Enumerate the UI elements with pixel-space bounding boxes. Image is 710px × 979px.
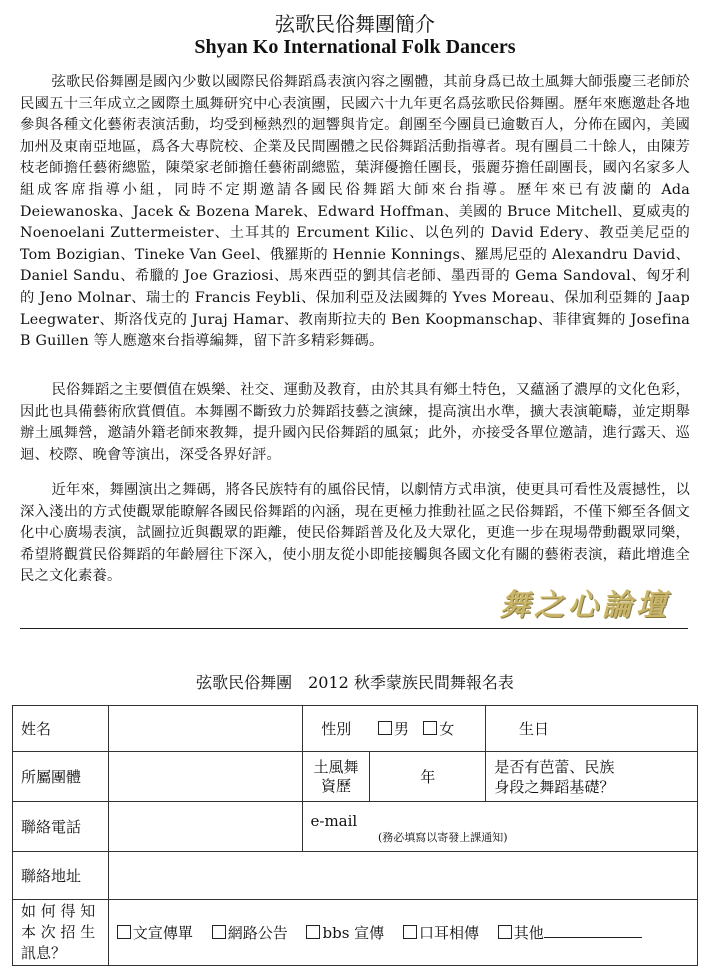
other-checkbox[interactable] bbox=[498, 925, 512, 939]
word-of-mouth-label: 口耳相傳 bbox=[418, 924, 479, 942]
bbs-checkbox[interactable] bbox=[306, 925, 320, 939]
source-option-word-of-mouth[interactable] bbox=[403, 924, 479, 942]
source-option-other[interactable] bbox=[498, 924, 642, 942]
birthday-label: 生日 bbox=[486, 706, 582, 752]
form-title: 弦歌民俗舞團 2012 秋季蒙族民間舞報名表 bbox=[196, 673, 514, 692]
intro-paragraph-3: 近年來，舞團演出之舞碼，將各民族特有的風俗民情，以劇情方式串演，使更具可看性及震撼性，以深入淺出的方式使觀眾能瞭解各國民俗舞蹈的內涵，現在更極力推動社區之民俗舞蹈，不僅下鄉至各個文化中心廣場表演，試圖拉近與觀眾的距離，使民俗舞蹈普及化及大眾化，更進一步在現場帶動觀眾同樂，希望將觀賞民俗舞蹈的年齡層往下深入，使小朋友從小即能接觸與各國文化有關的藝術表演，藉此增進全民之文化素養。 bbox=[20, 482, 690, 585]
source-option-bbs[interactable] bbox=[306, 924, 384, 942]
birthday-field[interactable] bbox=[582, 706, 698, 752]
name-label: 姓名 bbox=[13, 706, 109, 752]
email-field[interactable] bbox=[370, 802, 698, 852]
other-blank-line[interactable] bbox=[544, 936, 642, 938]
other-label: 其他 bbox=[513, 924, 544, 942]
ballet-question-line2: 身段之舞蹈基礎？ bbox=[494, 777, 615, 796]
source-option-flyer[interactable] bbox=[117, 924, 193, 942]
phone-field[interactable] bbox=[108, 802, 302, 852]
ballet-question bbox=[486, 752, 698, 802]
flyer-checkbox[interactable] bbox=[117, 925, 131, 939]
section-divider bbox=[20, 628, 688, 629]
source-label-line3: 訊息？ bbox=[21, 944, 67, 962]
female-checkbox[interactable] bbox=[423, 721, 437, 735]
ballet-question-line1: 是否有芭蕾、民族 bbox=[494, 757, 615, 776]
form-row-group bbox=[13, 752, 698, 802]
forum-watermark-logo: 舞之心論壇 bbox=[500, 588, 670, 623]
bbs-label: bbs 宣傳 bbox=[322, 924, 385, 942]
folk-experience-field[interactable] bbox=[370, 752, 486, 802]
folk-experience-label-line2: 資歷 bbox=[320, 776, 351, 795]
form-row-phone bbox=[13, 802, 698, 852]
web-checkbox[interactable] bbox=[212, 925, 226, 939]
gender-options bbox=[370, 706, 486, 752]
source-option-web[interactable] bbox=[212, 924, 288, 942]
word-of-mouth-checkbox[interactable] bbox=[403, 925, 417, 939]
name-field[interactable] bbox=[108, 706, 302, 752]
source-label bbox=[13, 900, 109, 966]
female-label: 女 bbox=[439, 720, 455, 738]
email-note: (務必填寫以寄發上課通知) bbox=[377, 831, 508, 844]
male-checkbox[interactable] bbox=[378, 721, 392, 735]
address-field[interactable] bbox=[108, 852, 697, 900]
address-label: 聯絡地址 bbox=[13, 852, 109, 900]
title-chinese: 弦歌民俗舞團簡介 bbox=[275, 12, 435, 36]
folk-experience-label bbox=[302, 752, 370, 802]
title-english: Shyan Ko International Folk Dancers bbox=[194, 36, 516, 58]
group-label: 所屬團體 bbox=[13, 752, 109, 802]
intro-paragraph-1: 弦歌民俗舞團是國內少數以國際民俗舞蹈爲表演內容之團體，其前身爲已故土風舞大師張慶三老師於民國五十三年成立之國際土風舞研究中心表演團，民國六十九年更名爲弦歌民俗舞團。歷年來應邀赴各地參與各種文化藝術表演活動，均受到極熱烈的迴響與肯定。創團至今團員已逾數百人，分佈在國內，美國加州及東南亞地區，爲各大專院校、企業及民間團體之民俗舞蹈活動指導者。現有團員二十餘人，由陳芳枝老師擔任藝術總監，陳榮家老師擔任藝術副總監，葉湃優擔任團長，張麗芬擔任副團長，國內名家多人組成客席指導小組，同時不定期邀請各國民俗舞蹈大師來台指導。歷年來已有波蘭的 Ada Deiewanoska、Jacek & Bozena Marek、Edward Hoffman、美國的 Bruce Mitchell、夏威夷的 Noenoelani Zuttermeister、土耳其的 Ercument Kilic、以色列的 David Edery、教亞美尼亞的 Tom Bozigian、Tineke Van Geel、俄羅斯的 Hennie Konnings、羅馬尼亞的 Alexandru David、Daniel Sandu、希臘的 Joe Graziosi、馬來西亞的劉其信老師、墨西哥的 Gema Sandoval、匈牙利的 Jeno Molnar、瑞士的 Francis Feybli、保加利亞及法國舞的 Yves Moreau、保加利亞舞的 Jaap Leegwater、斯洛伐克的 Juraj Hamar、教南斯拉夫的 Ben Koopmanschap、菲律賓舞的 Josefina B Guillen 等人應邀來台指導編舞，留下許多精彩舞碼。 bbox=[20, 74, 690, 350]
source-label-line1: 如 何 得 知 bbox=[21, 902, 96, 920]
year-unit: 年 bbox=[420, 768, 436, 786]
group-field[interactable] bbox=[108, 752, 302, 802]
source-label-line2: 本 次 招 生 bbox=[21, 923, 96, 941]
form-row-name bbox=[13, 706, 698, 752]
email-label: e-mail bbox=[302, 802, 370, 852]
gender-label: 性別 bbox=[302, 706, 370, 752]
intro-paragraph-2: 民俗舞蹈之主要價值在娛樂、社交、運動及教育，由於其具有鄉土特色，又蘊涵了濃厚的文化色彩，因此也具備藝術欣賞價值。本舞團不斷致力於舞蹈技藝之演練，提高演出水準，擴大表演範疇，並定期舉辦土風舞營，邀請外籍老師來教舞，提升國內民俗舞蹈的風氣；此外，亦接受各單位邀請，進行露天、巡迴、校際、晚會等演出，深受各界好評。 bbox=[20, 382, 690, 463]
form-row-source bbox=[13, 900, 698, 966]
phone-label: 聯絡電話 bbox=[13, 802, 109, 852]
male-label: 男 bbox=[393, 720, 409, 738]
folk-experience-label-line1: 土風舞 bbox=[313, 757, 359, 776]
registration-form bbox=[12, 705, 698, 966]
flyer-label: 文宣傳單 bbox=[132, 924, 193, 942]
source-options bbox=[108, 900, 697, 966]
form-row-address bbox=[13, 852, 698, 900]
web-label: 網路公告 bbox=[227, 924, 288, 942]
